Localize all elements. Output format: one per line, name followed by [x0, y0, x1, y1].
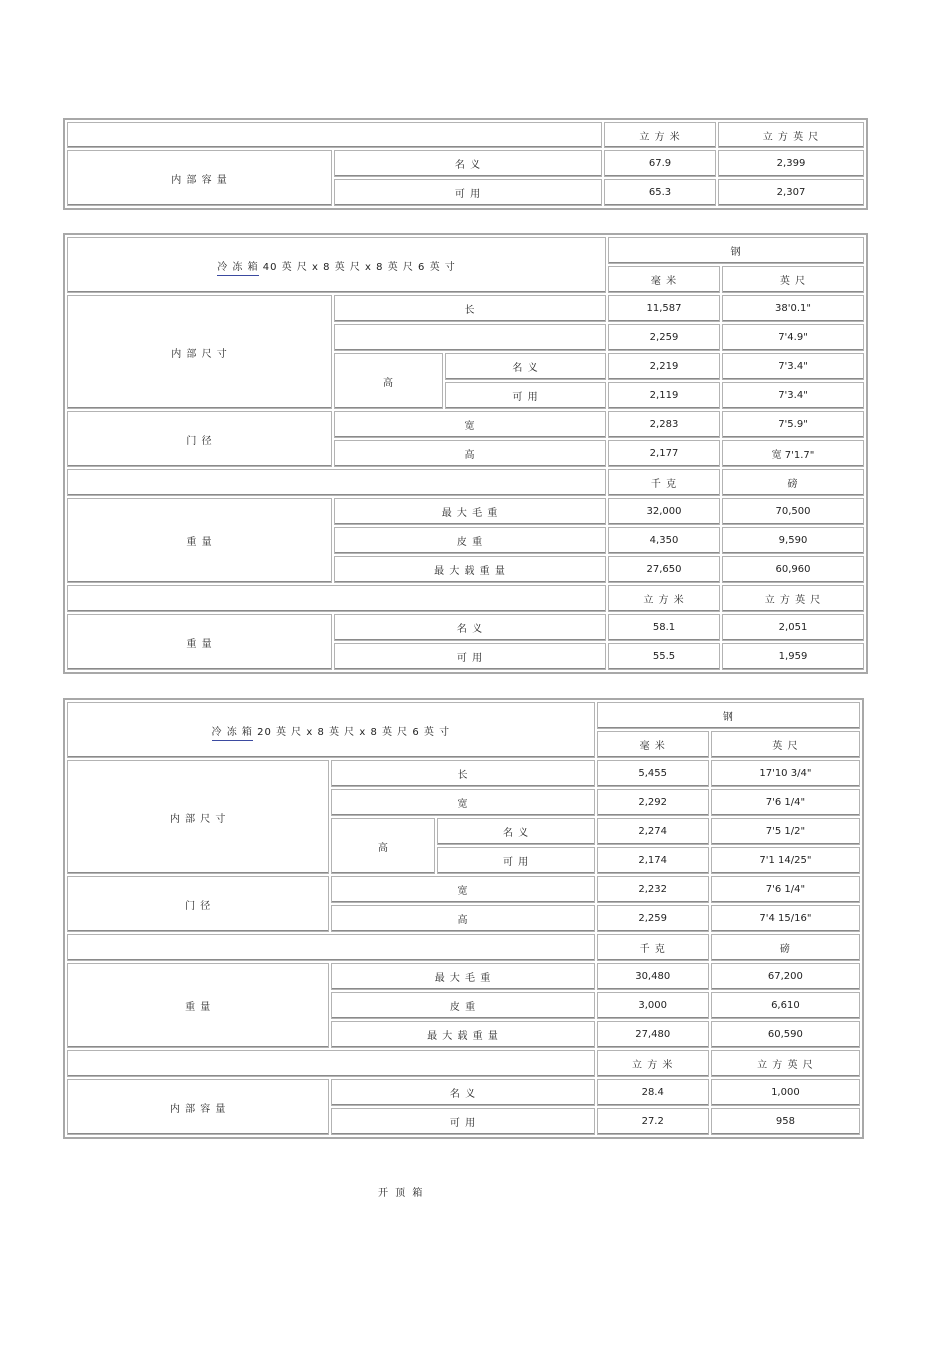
header-cubic-feet: 立 方 英 尺 [718, 122, 864, 148]
tare-lb: 9,590 [722, 527, 864, 554]
max-payload-lb: 60,590 [711, 1021, 860, 1048]
length-label: 长 [331, 760, 594, 787]
width-label: 宽 [331, 789, 594, 816]
door-width-ft: 7'5.9" [722, 411, 864, 438]
capacity-nominal-m3: 28.4 [597, 1079, 709, 1106]
door-height-ft: 7'4 15/16" [711, 905, 860, 932]
tare-kg: 3,000 [597, 992, 709, 1019]
max-gross-lb: 70,500 [722, 498, 864, 525]
door-width-label: 宽 [331, 876, 594, 903]
internal-capacity-label: 内 部 容 量 [67, 150, 332, 206]
ft-header: 英 尺 [722, 266, 864, 293]
weight-header-blank [67, 469, 606, 496]
width-ft: 7'6 1/4" [711, 789, 860, 816]
height-usable-label: 可 用 [445, 382, 606, 409]
height-usable-ft: 7'1 14/25" [711, 847, 860, 874]
capacity-nominal-label: 名 义 [334, 614, 606, 641]
table-title [67, 702, 595, 758]
length-label: 长 [334, 295, 606, 322]
internal-dimensions-label: 内 部 尺 寸 [67, 295, 332, 409]
steel-header: 钢 [608, 237, 864, 264]
height-usable-mm: 2,174 [597, 847, 709, 874]
door-width-mm: 2,232 [597, 876, 709, 903]
capacity-table-top [63, 118, 868, 210]
title-rest: 20 英 尺 x 8 英 尺 x 8 英 尺 6 英 寸 [257, 726, 451, 738]
max-payload-kg: 27,650 [608, 556, 720, 583]
capacity-label: 重 量 [67, 614, 332, 670]
weight-label: 重 量 [67, 963, 329, 1048]
title-prefix: 冷 冻 箱 [212, 727, 253, 741]
door-height-label: 高 [331, 905, 594, 932]
capacity-usable-label: 可 用 [334, 643, 606, 670]
door-width-label: 宽 [334, 411, 606, 438]
length-ft: 17'10 3/4" [711, 760, 860, 787]
width-ft: 7'4.9" [722, 324, 864, 351]
length-mm: 11,587 [608, 295, 720, 322]
capacity-nominal-label: 名 义 [331, 1079, 594, 1106]
door-width-mm: 2,283 [608, 411, 720, 438]
title-rest: 40 英 尺 x 8 英 尺 x 8 英 尺 6 英 寸 [262, 261, 456, 273]
internal-dimensions-label: 内 部 尺 寸 [67, 760, 329, 874]
door-height-mm: 2,177 [608, 440, 720, 467]
max-payload-kg: 27,480 [597, 1021, 709, 1048]
max-payload-label: 最 大 载 重 量 [331, 1021, 594, 1048]
nominal-ft3: 2,399 [718, 150, 864, 177]
length-ft: 38'0.1" [722, 295, 864, 322]
capacity-header-blank [67, 1050, 595, 1077]
max-payload-lb: 60,960 [722, 556, 864, 583]
header-cubic-meters: 立 方 米 [604, 122, 716, 148]
nominal-m3: 67.9 [604, 150, 716, 177]
capacity-usable-m3: 55.5 [608, 643, 720, 670]
m3-header: 立 方 米 [608, 585, 720, 612]
capacity-nominal-ft3: 2,051 [722, 614, 864, 641]
height-usable-ft: 7'3.4" [722, 382, 864, 409]
capacity-nominal-m3: 58.1 [608, 614, 720, 641]
capacity-usable-m3: 27.2 [597, 1108, 709, 1135]
door-opening-label: 门 径 [67, 876, 329, 932]
capacity-usable-ft3: 958 [711, 1108, 860, 1135]
height-label: 高 [334, 353, 443, 409]
nominal-label: 名 义 [334, 150, 602, 177]
tare-label: 皮 重 [334, 527, 606, 554]
door-height-mm: 2,259 [597, 905, 709, 932]
ft3-header: 立 方 英 尺 [722, 585, 864, 612]
capacity-label: 内 部 容 量 [67, 1079, 329, 1135]
capacity-header-blank [67, 585, 606, 612]
tare-label: 皮 重 [331, 992, 594, 1019]
max-gross-label: 最 大 毛 重 [334, 498, 606, 525]
max-gross-label: 最 大 毛 重 [331, 963, 594, 990]
max-gross-lb: 67,200 [711, 963, 860, 990]
table-title [67, 237, 606, 293]
width-label [334, 324, 606, 351]
height-usable-label: 可 用 [437, 847, 594, 874]
lb-header: 磅 [711, 934, 860, 961]
capacity-usable-ft3: 1,959 [722, 643, 864, 670]
open-top-container-heading: 开 顶 箱 [378, 1188, 425, 1199]
weight-label: 重 量 [67, 498, 332, 583]
kg-header: 千 克 [597, 934, 709, 961]
ft3-header: 立 方 英 尺 [711, 1050, 860, 1077]
height-label: 高 [331, 818, 435, 874]
height-usable-mm: 2,119 [608, 382, 720, 409]
mm-header: 毫 米 [597, 731, 709, 758]
width-mm: 2,259 [608, 324, 720, 351]
weight-header-blank [67, 934, 595, 961]
mm-header: 毫 米 [608, 266, 720, 293]
usable-label: 可 用 [334, 179, 602, 206]
steel-header: 钢 [597, 702, 860, 729]
max-payload-label: 最 大 载 重 量 [334, 556, 606, 583]
height-nominal-mm: 2,219 [608, 353, 720, 380]
height-nominal-ft: 7'5 1/2" [711, 818, 860, 845]
m3-header: 立 方 米 [597, 1050, 709, 1077]
ft-header: 英 尺 [711, 731, 860, 758]
door-height-label: 高 [334, 440, 606, 467]
max-gross-kg: 30,480 [597, 963, 709, 990]
height-nominal-ft: 7'3.4" [722, 353, 864, 380]
header-blank-cell [67, 122, 602, 148]
lb-header: 磅 [722, 469, 864, 496]
kg-header: 千 克 [608, 469, 720, 496]
width-mm: 2,292 [597, 789, 709, 816]
reefer-40ft-table [63, 233, 868, 674]
height-nominal-mm: 2,274 [597, 818, 709, 845]
length-mm: 5,455 [597, 760, 709, 787]
reefer-20ft-table [63, 698, 864, 1139]
max-gross-kg: 32,000 [608, 498, 720, 525]
door-opening-label: 门 径 [67, 411, 332, 467]
tare-kg: 4,350 [608, 527, 720, 554]
capacity-nominal-ft3: 1,000 [711, 1079, 860, 1106]
height-nominal-label: 名 义 [437, 818, 594, 845]
usable-ft3: 2,307 [718, 179, 864, 206]
tare-lb: 6,610 [711, 992, 860, 1019]
title-prefix: 冷 冻 箱 [217, 262, 258, 276]
door-width-ft: 7'6 1/4" [711, 876, 860, 903]
usable-m3: 65.3 [604, 179, 716, 206]
height-nominal-label: 名 义 [445, 353, 606, 380]
door-height-ft: 宽 7'1.7" [722, 440, 864, 467]
capacity-usable-label: 可 用 [331, 1108, 594, 1135]
